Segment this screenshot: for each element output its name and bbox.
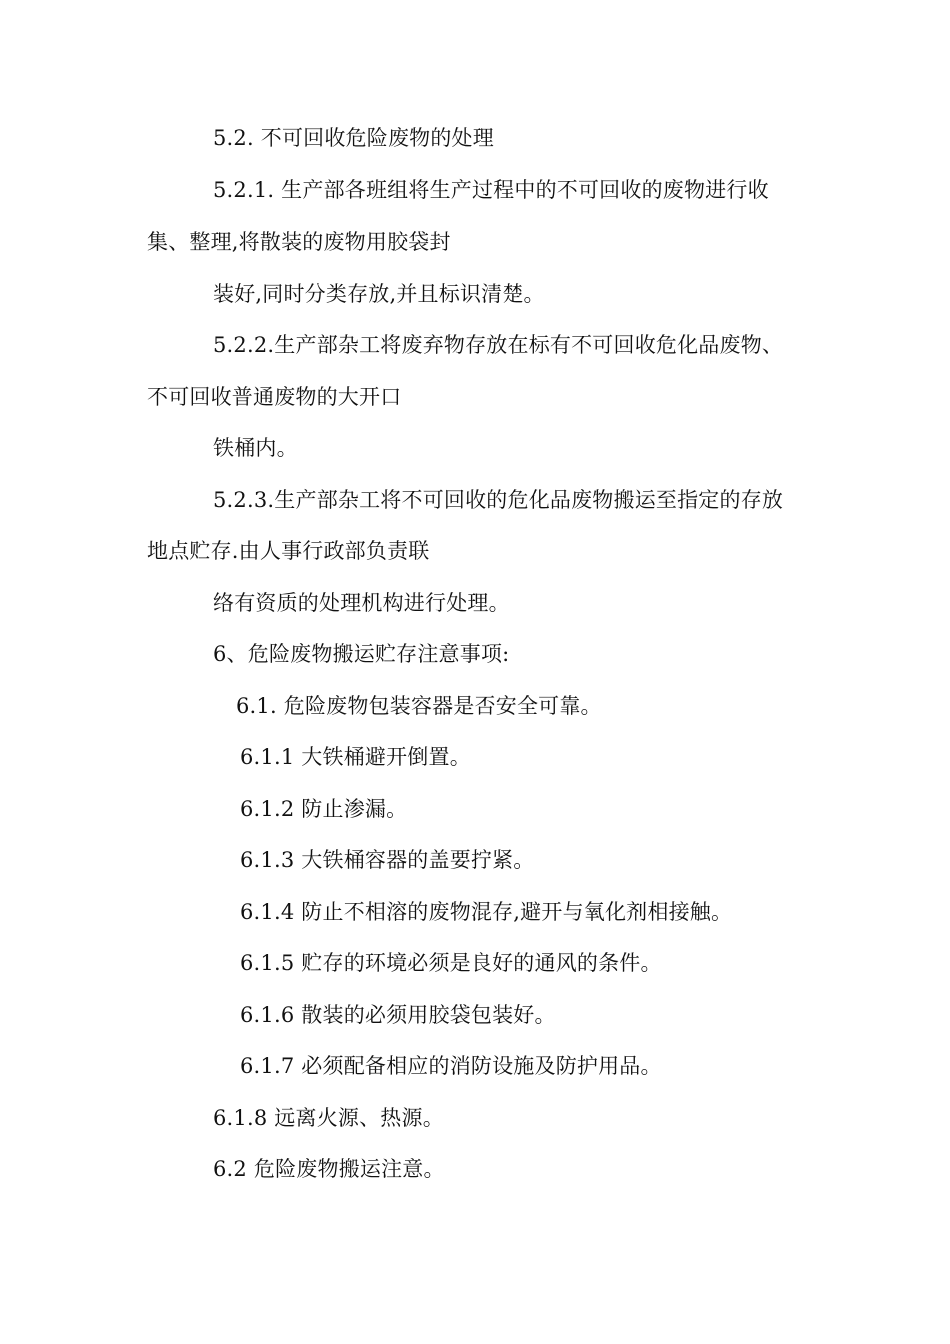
- paragraph-5-2-1-line-1: 5.2.1. 生产部各班组将生产过程中的不可回收的废物进行收: [213, 178, 769, 202]
- item-6-1-5: 6.1.5 贮存的环境必须是良好的通风的条件。: [240, 951, 662, 975]
- item-6-1-1: 6.1.1 大铁桶避开倒置。: [240, 745, 471, 769]
- item-6-1-2: 6.1.2 防止渗漏。: [240, 797, 408, 821]
- item-6-1-6: 6.1.6 散装的必须用胶袋包装好。: [240, 1003, 556, 1027]
- item-6-1-4: 6.1.4 防止不相溶的废物混存,避开与氧化剂相接触。: [240, 900, 733, 924]
- item-6-1-3: 6.1.3 大铁桶容器的盖要拧紧。: [240, 848, 535, 872]
- paragraph-5-2-3-line-2: 地点贮存.由人事行政部负责联: [147, 539, 430, 563]
- section-heading-5-2: 5.2. 不可回收危险废物的处理: [213, 126, 494, 150]
- section-heading-6: 6、危险废物搬运贮存注意事项:: [213, 642, 510, 666]
- paragraph-5-2-1-line-3: 装好,同时分类存放,并且标识清楚。: [213, 282, 545, 306]
- item-6-2: 6.2 危险废物搬运注意。: [213, 1157, 445, 1181]
- paragraph-5-2-3-line-3: 络有资质的处理机构进行处理。: [213, 591, 510, 615]
- paragraph-5-2-3-line-1: 5.2.3.生产部杂工将不可回收的危化品废物搬运至指定的存放: [213, 488, 784, 512]
- paragraph-5-2-2-line-3: 铁桶内。: [213, 436, 298, 460]
- paragraph-5-2-2-line-2: 不可回收普通废物的大开口: [147, 385, 402, 409]
- paragraph-5-2-2-line-1: 5.2.2.生产部杂工将废弃物存放在标有不可回收危化品废物、: [213, 333, 784, 357]
- item-6-1: 6.1. 危险废物包装容器是否安全可靠。: [236, 694, 602, 718]
- item-6-1-8: 6.1.8 远离火源、热源。: [213, 1106, 444, 1130]
- item-6-1-7: 6.1.7 必须配备相应的消防设施及防护用品。: [240, 1054, 662, 1078]
- paragraph-5-2-1-line-2: 集、整理,将散装的废物用胶袋封: [147, 230, 451, 254]
